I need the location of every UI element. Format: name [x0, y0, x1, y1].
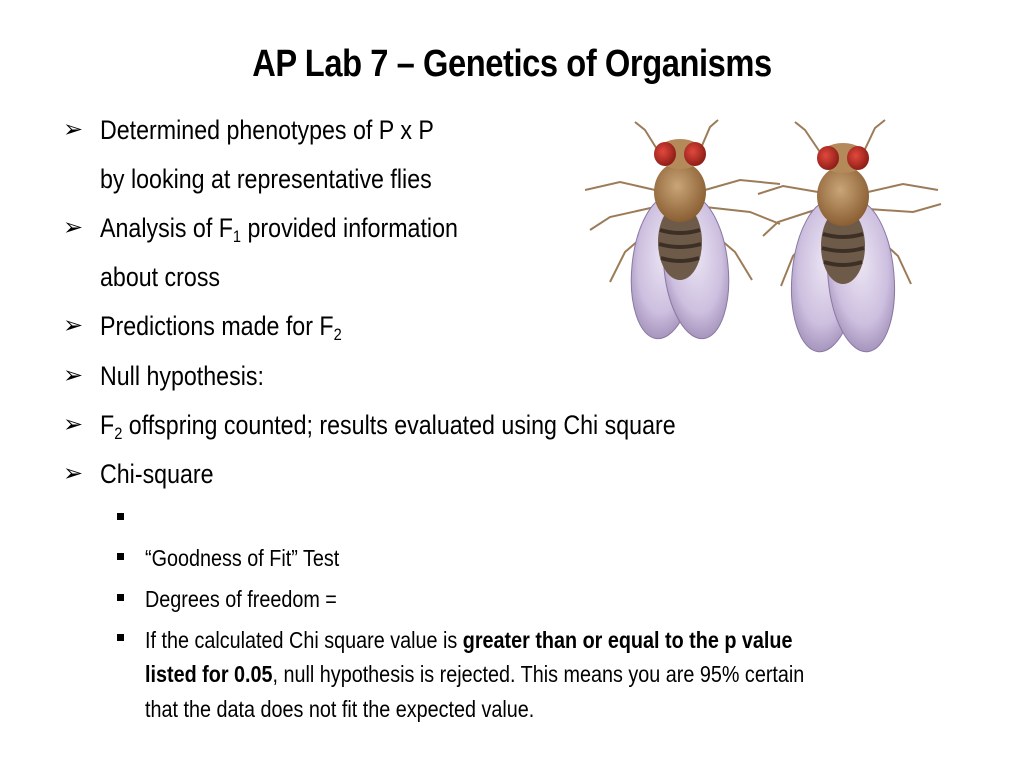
bullet-5-text: F — [100, 410, 115, 440]
bullet-4: Null hypothesis: — [100, 361, 264, 391]
bullet-2-line-1 — [100, 212, 458, 244]
bullet-3-subscript: 2 — [333, 325, 342, 344]
bullet-2-subscript: 1 — [232, 227, 242, 246]
bullet-5-subscript: 2 — [114, 424, 123, 443]
arrow-bullet-icon: ➢ — [63, 214, 84, 241]
arrow-bullet-icon: ➢ — [63, 116, 84, 143]
sub-bullet-4-line-2 — [145, 660, 804, 688]
bullet-5-text-post: offspring counted; results evaluated using Chi square — [122, 410, 676, 440]
fly-right — [758, 120, 941, 355]
arrow-bullet-icon: ➢ — [63, 460, 84, 487]
sub-bullet-2: “Goodness of Fit” Test — [145, 545, 340, 571]
arrow-bullet-icon: ➢ — [63, 411, 84, 438]
sub-bullet-4-text: If the calculated Chi square value is — [145, 627, 463, 653]
bullet-3-text: Predictions made for F — [100, 311, 334, 341]
arrow-bullet-icon: ➢ — [63, 312, 84, 339]
sub-bullet-4-line-3: that the data does not fit the expected value. — [145, 696, 535, 722]
bullet-2-text: Analysis of F — [100, 213, 233, 243]
bullet-6: Chi-square — [100, 459, 214, 489]
sub-bullet-3: Degrees of freedom = — [145, 586, 337, 612]
bullet-2-text-post: provided information — [241, 213, 458, 243]
square-bullet-icon — [117, 594, 124, 601]
square-bullet-icon — [117, 553, 124, 560]
bullet-2-line-2: about cross — [100, 262, 221, 292]
fly-left — [585, 120, 780, 342]
fruit-flies-image — [585, 112, 955, 362]
bullet-3 — [100, 310, 342, 342]
bullet-1-line-2: by looking at representative flies — [100, 164, 432, 194]
bullet-5 — [100, 409, 676, 441]
square-bullet-icon — [117, 634, 124, 641]
sub-bullet-4-bold-2: listed for 0.05 — [145, 661, 273, 687]
arrow-bullet-icon: ➢ — [63, 362, 84, 389]
bullet-1-line-1: Determined phenotypes of P x P — [100, 115, 434, 145]
sub-bullet-4-text-2: , null hypothesis is rejected. This means you are 95% certain — [272, 661, 805, 687]
sub-bullet-4-bold: greater than or equal to the p value — [462, 627, 793, 653]
slide-title: AP Lab 7 – Genetics of Organisms — [252, 43, 772, 85]
sub-bullet-4-line-1 — [145, 626, 792, 654]
square-bullet-icon — [117, 513, 124, 520]
